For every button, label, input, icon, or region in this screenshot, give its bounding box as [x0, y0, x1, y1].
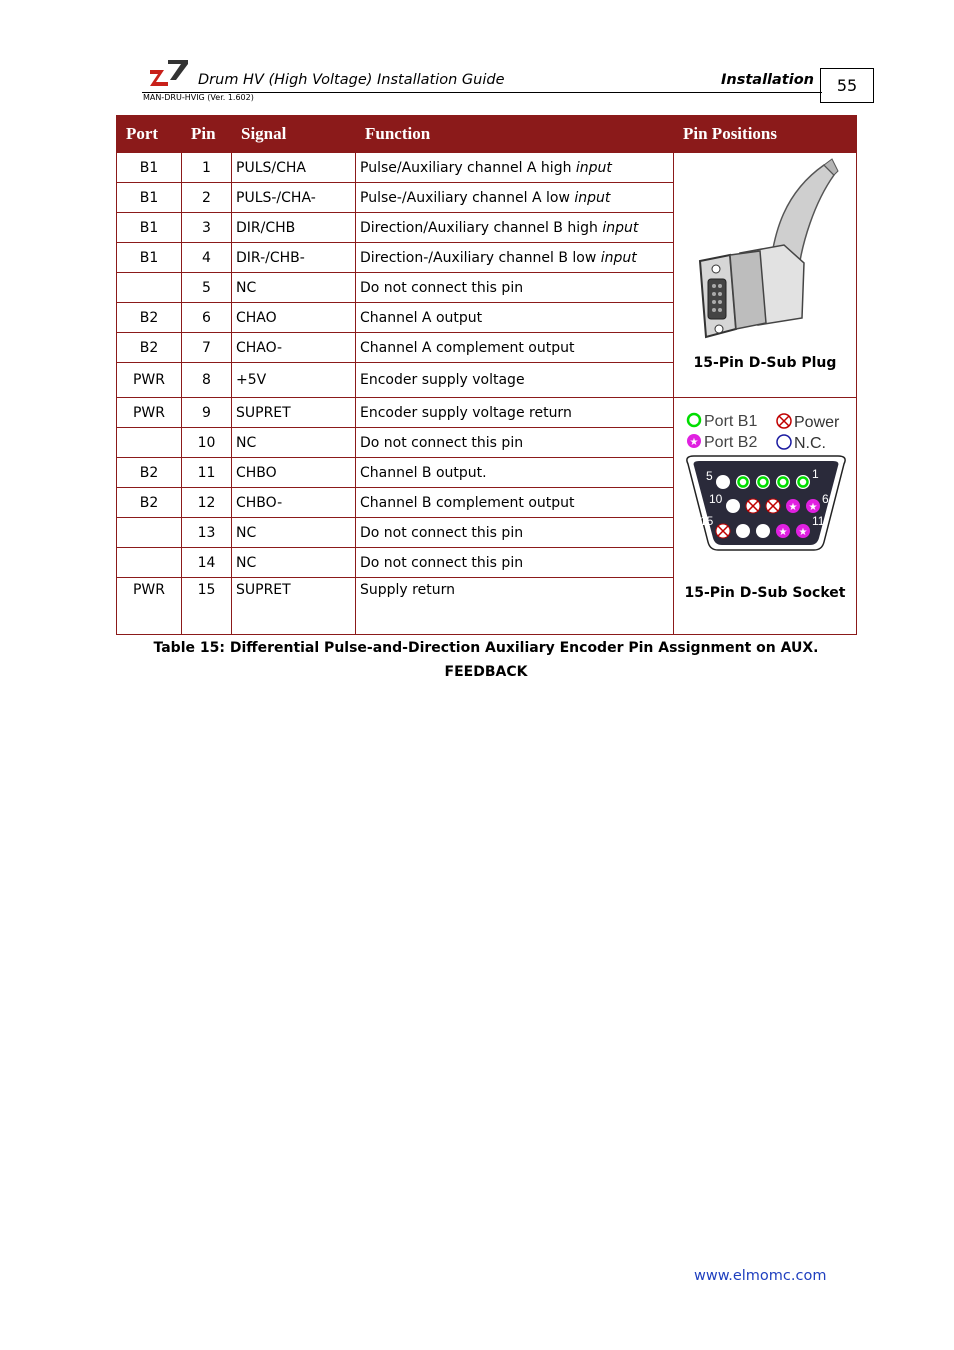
port-cell: B1: [117, 213, 182, 243]
function-cell: Encoder supply voltage return: [356, 398, 674, 428]
legend-power: [777, 414, 840, 431]
socket-pin-5-nc: [716, 475, 730, 489]
socket-caption: 15-Pin D-Sub Socket: [684, 585, 846, 601]
function-cell: Do not connect this pin: [356, 273, 674, 303]
socket-pin-12-port-b2: [776, 524, 790, 538]
column-header-pin: Pin: [182, 116, 232, 153]
plug-image-cell: [674, 153, 857, 398]
socket-pin-15-power: [716, 524, 730, 538]
svg-text:15: 15: [700, 514, 714, 528]
pin-cell: 13: [182, 518, 232, 548]
dsub-plug-image: [674, 153, 856, 353]
port-cell: PWR: [117, 398, 182, 428]
table-row: [117, 398, 857, 428]
column-header-function: Function: [356, 116, 674, 153]
port-cell: B2: [117, 458, 182, 488]
function-cell: Pulse-/Auxiliary channel A low input: [356, 183, 674, 213]
pin-assignment-table: [116, 115, 857, 635]
pin-cell: 11: [182, 458, 232, 488]
svg-text:6: 6: [822, 492, 829, 506]
pin-cell: 10: [182, 428, 232, 458]
pin-cell: 14: [182, 548, 232, 578]
pin-cell: 4: [182, 243, 232, 273]
signal-cell: SUPRET: [232, 398, 356, 428]
elmo-logo: [148, 58, 190, 88]
function-cell: Direction-/Auxiliary channel B low input: [356, 243, 674, 273]
socket-pin-1-port-b1: [796, 475, 810, 489]
pin-cell: 9: [182, 398, 232, 428]
svg-text:Power: Power: [794, 414, 840, 431]
pin-cell: 3: [182, 213, 232, 243]
socket-pin-8-power: [766, 499, 780, 513]
function-cell: Do not connect this pin: [356, 518, 674, 548]
socket-pin-13-nc: [756, 524, 770, 538]
legend-port-b2: [687, 434, 757, 451]
signal-cell: DIR-/CHB-: [232, 243, 356, 273]
table-caption: Table 15: Differential Pulse-and-Direction Auxiliary Encoder Pin Assignment on AUX.: [153, 640, 819, 656]
function-cell: Do not connect this pin: [356, 548, 674, 578]
function-cell: Channel B output.: [356, 458, 674, 488]
pin-cell: 1: [182, 153, 232, 183]
socket-pin-4-port-b1: [736, 475, 750, 489]
legend-port-b1: [688, 413, 757, 430]
signal-cell: CHAO-: [232, 333, 356, 363]
port-cell: [117, 428, 182, 458]
port-cell: B2: [117, 333, 182, 363]
svg-text:★: ★: [798, 527, 808, 538]
pin-cell: 12: [182, 488, 232, 518]
signal-cell: CHBO-: [232, 488, 356, 518]
signal-cell: PULS/CHA: [232, 153, 356, 183]
section-title: Installation: [721, 72, 814, 88]
column-header-signal: Signal: [232, 116, 356, 153]
socket-pin-14-nc: [736, 524, 750, 538]
socket-pin-10-nc: [726, 499, 740, 513]
svg-text:10: 10: [709, 492, 723, 506]
port-cell: [117, 273, 182, 303]
website-link[interactable]: www.elmomc.com: [694, 1268, 827, 1284]
page-number: 55: [820, 68, 874, 103]
svg-text:★: ★: [778, 527, 788, 538]
svg-text:★: ★: [808, 502, 818, 513]
column-header-pin-positions: Pin Positions: [674, 116, 857, 153]
socket-pin-6-port-b2: [806, 499, 820, 513]
signal-cell: NC: [232, 273, 356, 303]
svg-text:Port B1: Port B1: [704, 413, 758, 430]
socket-pin-9-power: [746, 499, 760, 513]
column-header-port: Port: [117, 116, 182, 153]
function-cell: Direction/Auxiliary channel B high input: [356, 213, 674, 243]
signal-cell: NC: [232, 548, 356, 578]
svg-text:N.C.: N.C.: [794, 435, 826, 452]
port-cell: B1: [117, 153, 182, 183]
pin-cell: 2: [182, 183, 232, 213]
pin-cell: 5: [182, 273, 232, 303]
dsub-socket-diagram: [674, 398, 856, 558]
signal-cell: DIR/CHB: [232, 213, 356, 243]
socket-pin-11-port-b2: [796, 524, 810, 538]
port-cell: [117, 518, 182, 548]
function-cell: Pulse/Auxiliary channel A high input: [356, 153, 674, 183]
port-cell: PWR: [117, 363, 182, 398]
table-caption-continued: FEEDBACK: [444, 664, 528, 680]
svg-text:11: 11: [812, 514, 825, 528]
signal-cell: NC: [232, 428, 356, 458]
function-cell: Channel A output: [356, 303, 674, 333]
signal-cell: NC: [232, 518, 356, 548]
svg-text:1: 1: [812, 467, 819, 481]
signal-cell: +5V: [232, 363, 356, 398]
svg-text:★: ★: [689, 437, 699, 448]
plug-caption: 15-Pin D-Sub Plug: [693, 355, 837, 371]
socket-pin-2-port-b1: [776, 475, 790, 489]
signal-cell: CHAO: [232, 303, 356, 333]
port-cell: B1: [117, 243, 182, 273]
socket-image-cell: [674, 398, 857, 635]
pin-cell: 8: [182, 363, 232, 398]
socket-pin-7-port-b2: [786, 499, 800, 513]
signal-cell: SUPRET: [232, 578, 356, 635]
signal-cell: CHBO: [232, 458, 356, 488]
legend-nc: [777, 435, 826, 452]
signal-cell: PULS-/CHA-: [232, 183, 356, 213]
port-cell: B2: [117, 488, 182, 518]
port-cell: [117, 548, 182, 578]
pin-cell: 15: [182, 578, 232, 635]
document-version: MAN-DRU-HVIG (Ver. 1.602): [143, 93, 254, 102]
port-cell: PWR: [117, 578, 182, 635]
function-cell: Channel B complement output: [356, 488, 674, 518]
port-cell: B2: [117, 303, 182, 333]
socket-pin-3-port-b1: [756, 475, 770, 489]
port-cell: B1: [117, 183, 182, 213]
pin-cell: 7: [182, 333, 232, 363]
table-row: [117, 153, 857, 183]
function-cell: Encoder supply voltage: [356, 363, 674, 398]
svg-text:5: 5: [706, 469, 713, 483]
pin-cell: 6: [182, 303, 232, 333]
function-cell: Do not connect this pin: [356, 428, 674, 458]
function-cell: Channel A complement output: [356, 333, 674, 363]
function-cell: Supply return: [356, 578, 674, 635]
svg-text:Port B2: Port B2: [704, 434, 758, 451]
document-title: Drum HV (High Voltage) Installation Guide: [198, 72, 505, 88]
svg-text:★: ★: [788, 502, 798, 513]
